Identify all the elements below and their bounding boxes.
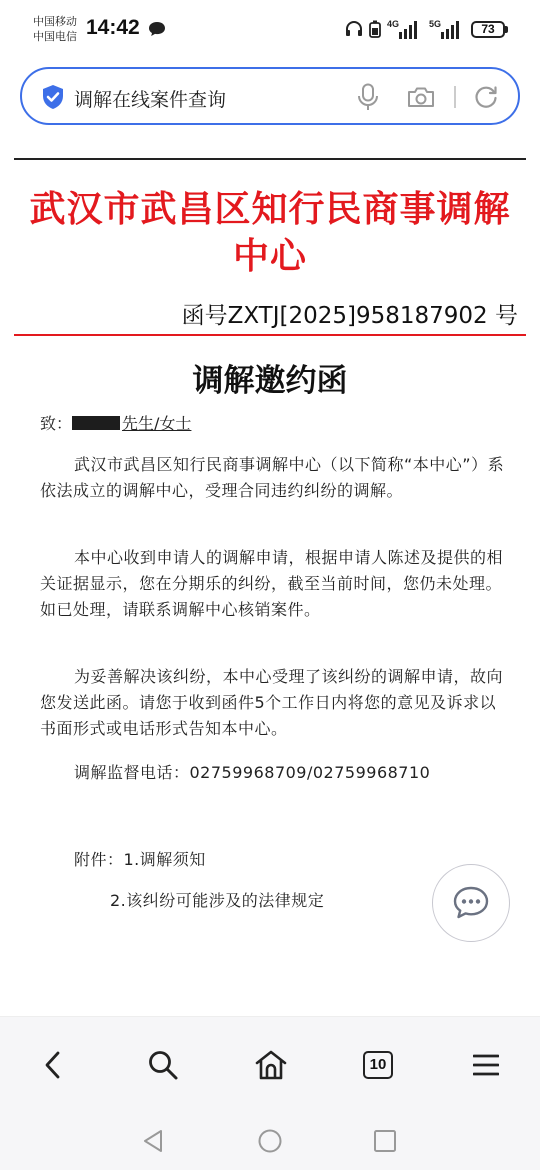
back-arrow-icon [43,1050,63,1080]
paragraph-dispute: 本中心收到申请人的调解申请，根据申请人陈述及提供的相关证据显示，您在分期乐的纠纷，截至当前时间，您仍未处理。如已处理，请联系调解中心核销案件。 [40,548,504,619]
search-query-text[interactable]: 调解在线案件查询 [74,89,227,111]
nav-back-icon[interactable] [141,1128,167,1154]
menu-button[interactable] [468,1047,504,1083]
camera-icon[interactable] [407,86,435,108]
supervision-phone: 调解监督电话：02759968709/02759968710 [74,763,431,782]
carrier-2: 中国电信 [33,30,77,43]
search-icon [147,1049,179,1081]
chat-dots-icon [452,885,490,921]
search-divider [454,86,456,108]
recipient-line [40,411,191,434]
status-indicators [345,18,508,40]
nav-recents-icon[interactable] [372,1128,398,1154]
recipient-title: 先生/女士 [122,414,192,433]
shield-check-icon [41,84,65,110]
battery-indicator [471,21,508,38]
status-time: 14:42 [86,16,140,39]
attachment-item-1: 附件：1.调解须知 [74,850,206,869]
back-button[interactable] [35,1047,71,1083]
floating-chat-button[interactable] [432,864,510,942]
status-bar [0,0,540,56]
menu-icon [473,1053,499,1077]
system-nav-bar [0,1112,540,1170]
address-search-bar[interactable] [20,67,520,125]
document-title: 武汉市武昌区知行民商事调解中心 [29,189,511,277]
home-icon [254,1049,288,1081]
microphone-icon[interactable] [357,83,379,111]
redacted-name [72,416,120,430]
nav-home-icon[interactable] [257,1128,283,1154]
letter-title: 调解邀约函 [192,363,348,399]
paragraph-intro: 武汉市武昌区知行民商事调解中心（以下简称“本中心”）系依法成立的调解中心，受理合同违约纠纷的调解。 [40,455,505,500]
signal-icon [387,18,423,40]
headphones-icon [345,20,363,38]
battery-tip [505,26,508,33]
home-button[interactable] [253,1047,289,1083]
network-label-1: 4G [387,19,400,29]
carrier-info [33,14,77,44]
chat-bubble-icon [148,21,166,37]
top-rule [14,158,526,160]
tabs-button[interactable] [360,1047,396,1083]
browser-toolbar [0,1016,540,1112]
red-divider [14,334,526,336]
carrier-1: 中国移动 [33,15,77,28]
signal-icon [429,18,465,40]
reference-number: 函号ZXTJ[2025]958187902 号 [181,303,518,329]
tab-count: 10 [363,1051,393,1079]
refresh-icon[interactable] [473,84,499,110]
attachment-item-2: 2.该纠纷可能涉及的法律规定 [110,891,325,910]
battery-level: 73 [471,21,505,38]
paragraph-request: 为妥善解决该纠纷，本中心受理了该纠纷的调解申请，故向您发送此函。请您于收到函件5个工作日内将您的意见及诉求以书面形式或电话形式告知本中心。 [40,667,504,738]
search-button[interactable] [145,1047,181,1083]
recipient-prefix: 致： [40,414,73,433]
sim-icon [369,20,381,38]
network-label-2: 5G [429,19,442,29]
